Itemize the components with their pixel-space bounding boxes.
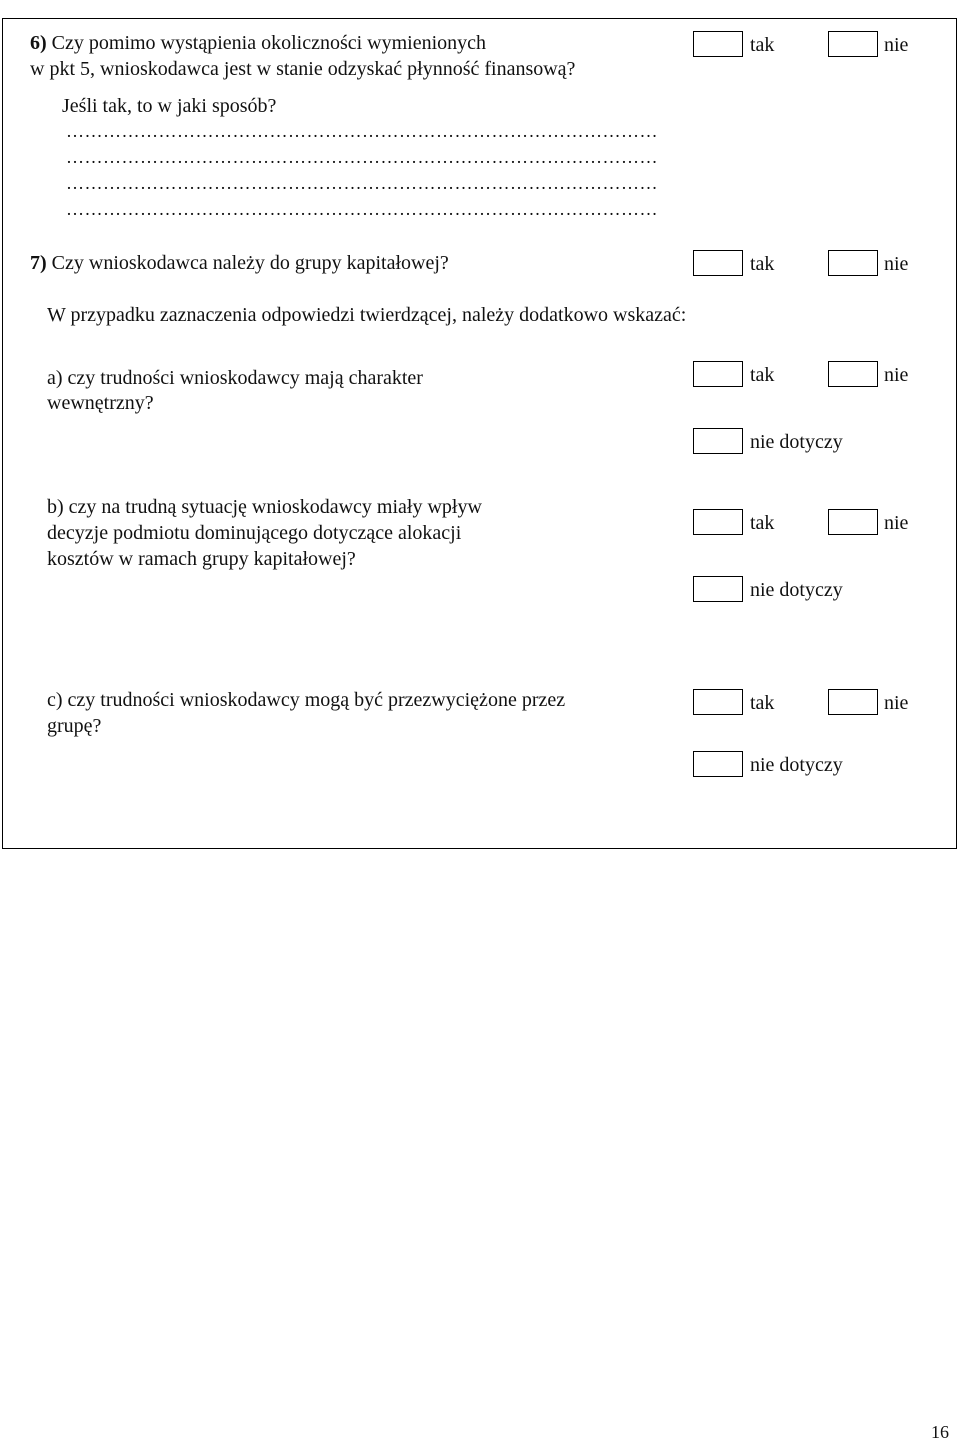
q6-yes-label: tak (750, 34, 775, 56)
q7b-no-checkbox[interactable] (828, 509, 878, 535)
q7-yes-label: tak (750, 253, 775, 275)
q7b-line2: decyzje podmiotu dominującego dotyczące alokacji (47, 522, 462, 544)
answer-line-3[interactable]: …………………………………………………………………………………… (66, 174, 658, 192)
answer-line-1[interactable]: …………………………………………………………………………………… (66, 122, 658, 140)
q7b-na-label: nie dotyczy (750, 579, 843, 601)
q7a-yes-checkbox[interactable] (693, 361, 743, 387)
q7a-line1: a) czy trudności wnioskodawcy mają charakter (47, 367, 423, 389)
q7b-line3: kosztów w ramach grupy kapitałowej? (47, 548, 356, 570)
q7c-yes-label: tak (750, 692, 775, 714)
q7c-no-label: nie (884, 692, 909, 714)
q7b-line1: b) czy na trudną sytuację wnioskodawcy miały wpływ (47, 496, 482, 518)
q7a-no-checkbox[interactable] (828, 361, 878, 387)
q7-number: 7) (30, 252, 47, 274)
q7c-line2: grupę? (47, 715, 102, 737)
q6-line2: w pkt 5, wnioskodawca jest w stanie odzyskać płynność finansową? (30, 58, 576, 80)
answer-line-4[interactable]: …………………………………………………………………………………… (66, 200, 658, 218)
q7b-na-checkbox[interactable] (693, 576, 743, 602)
q7a-na-label: nie dotyczy (750, 431, 843, 453)
q7c-na-label: nie dotyczy (750, 754, 843, 776)
q7c-line1: c) czy trudności wnioskodawcy mogą być przezwyciężone przez (47, 689, 566, 711)
q7b-yes-checkbox[interactable] (693, 509, 743, 535)
q7a-line2: wewnętrzny? (47, 392, 154, 414)
q6-number: 6) (30, 32, 47, 54)
q7-yes-checkbox[interactable] (693, 250, 743, 276)
q7a-na-checkbox[interactable] (693, 428, 743, 454)
q7-question: 7) Czy wnioskodawca należy do grupy kapitałowej? (30, 252, 449, 274)
q7-no-checkbox[interactable] (828, 250, 878, 276)
q7b-no-label: nie (884, 512, 909, 534)
q6-yes-checkbox[interactable] (693, 31, 743, 57)
page-number: 16 (931, 1422, 949, 1442)
q7-instruction: W przypadku zaznaczenia odpowiedzi twierdzącej, należy dodatkowo wskazać: (47, 304, 687, 326)
q6-line1: 6) Czy pomimo wystąpienia okoliczności wymienionych (30, 32, 487, 54)
q6-no-label: nie (884, 34, 909, 56)
answer-line-2[interactable]: …………………………………………………………………………………… (66, 148, 658, 166)
q6-followup: Jeśli tak, to w jaki sposób? (62, 95, 277, 117)
q7b-yes-label: tak (750, 512, 775, 534)
q7c-na-checkbox[interactable] (693, 751, 743, 777)
q7a-no-label: nie (884, 364, 909, 386)
q7c-yes-checkbox[interactable] (693, 689, 743, 715)
q6-no-checkbox[interactable] (828, 31, 878, 57)
q7c-no-checkbox[interactable] (828, 689, 878, 715)
q7-no-label: nie (884, 253, 909, 275)
q7a-yes-label: tak (750, 364, 775, 386)
